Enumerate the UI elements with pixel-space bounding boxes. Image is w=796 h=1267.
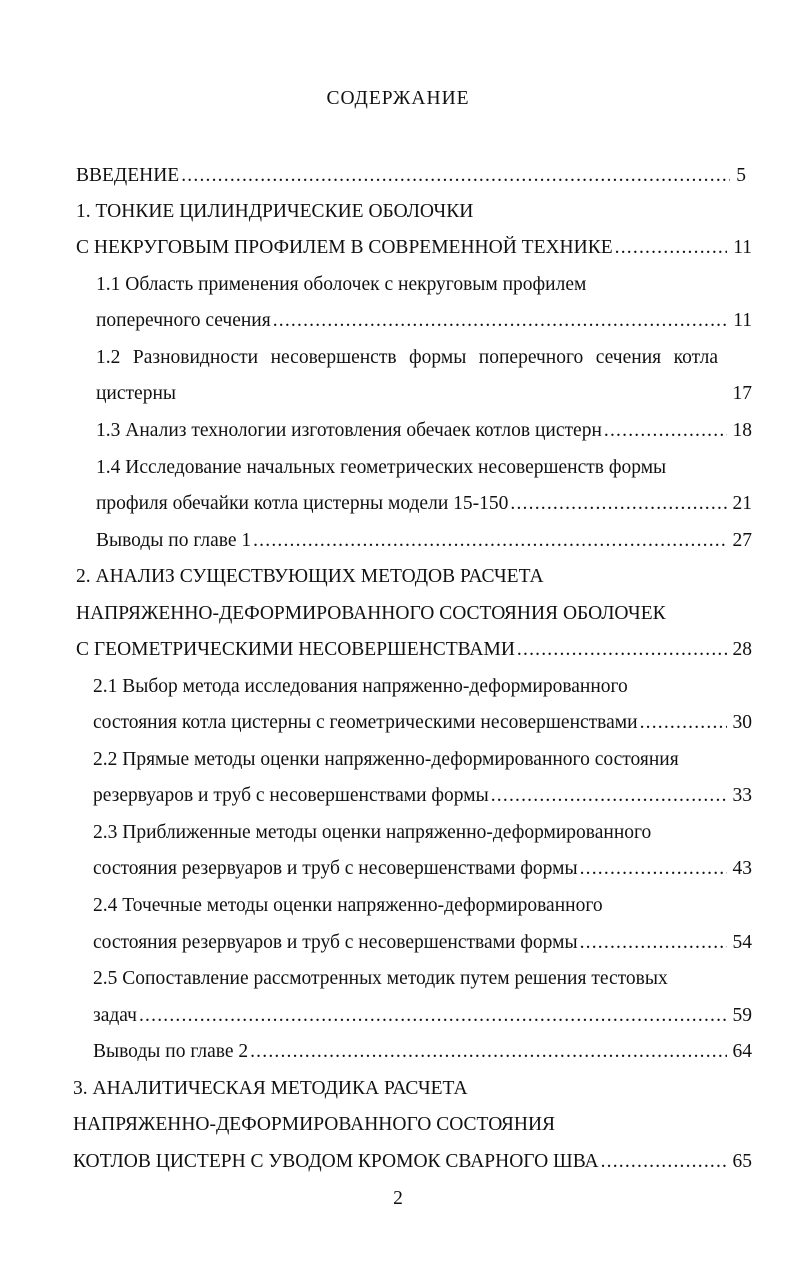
page-title: СОДЕРЖАНИЕ bbox=[326, 88, 470, 109]
toc-entry bbox=[93, 1038, 752, 1066]
toc-page-number: 65 bbox=[732, 1151, 752, 1172]
toc-entry bbox=[96, 271, 746, 299]
toc-entry-text: состояния котла цистерны с геометрическими несовершенствами bbox=[93, 712, 638, 733]
toc-entry bbox=[96, 380, 752, 408]
toc-entry-text: НАПРЯЖЕННО-ДЕФОРМИРОВАННОГО СОСТОЯНИЯ bbox=[73, 1114, 556, 1135]
toc-leader bbox=[273, 307, 728, 335]
toc-entry bbox=[93, 709, 752, 737]
toc-page-number: 5 bbox=[736, 165, 746, 186]
toc-page-number: 33 bbox=[732, 785, 752, 806]
toc-entry bbox=[93, 965, 743, 993]
toc-entry-text: 2. АНАЛИЗ СУЩЕСТВУЮЩИХ МЕТОДОВ РАСЧЕТА bbox=[76, 566, 544, 587]
toc-leader bbox=[491, 782, 727, 810]
toc-page-number: 59 bbox=[732, 1005, 752, 1026]
toc-entry-text: 1. ТОНКИЕ ЦИЛИНДРИЧЕСКИЕ ОБОЛОЧКИ bbox=[76, 201, 474, 222]
toc-leader bbox=[580, 855, 727, 883]
toc-leader bbox=[604, 417, 727, 445]
toc-leader bbox=[615, 234, 728, 262]
toc-entry-text: профиля обечайки котла цистерны модели 15-150 bbox=[96, 493, 509, 514]
toc-entry bbox=[73, 1075, 743, 1103]
page-number: 2 bbox=[393, 1188, 403, 1209]
toc-entry bbox=[96, 490, 752, 518]
toc-entry bbox=[93, 855, 752, 883]
toc-entry-text: ВВЕДЕНИЕ bbox=[76, 165, 180, 186]
toc-entry-text: цистерны bbox=[96, 383, 176, 404]
toc-entry bbox=[96, 454, 746, 482]
toc-page-number: 64 bbox=[732, 1041, 752, 1062]
toc-entry-text: состояния резервуаров и труб с несовершенствами формы bbox=[93, 858, 578, 879]
toc-entry-text: 1.3 Анализ технологии изготовления обечаек котлов цистерн bbox=[96, 420, 602, 441]
toc-page-number: 11 bbox=[733, 237, 752, 258]
toc-entry bbox=[93, 819, 743, 847]
toc-entry-text: задач bbox=[93, 1005, 137, 1026]
toc-page-number: 11 bbox=[733, 310, 752, 331]
toc-entry-text: НАПРЯЖЕННО-ДЕФОРМИРОВАННОГО СОСТОЯНИЯ ОБОЛОЧЕК bbox=[76, 603, 666, 624]
toc-entry-text: 1.1 Область применения оболочек с некруговым профилем bbox=[96, 274, 587, 295]
toc-entry-text: Выводы по главе 2 bbox=[93, 1041, 249, 1062]
toc-leader bbox=[253, 527, 726, 555]
toc-leader bbox=[250, 1038, 726, 1066]
toc-entry bbox=[76, 600, 746, 628]
toc-entry-text: 1.4 Исследование начальных геометрических несовершенств формы bbox=[96, 457, 667, 478]
toc-entry-text: С ГЕОМЕТРИЧЕСКИМИ НЕСОВЕРШЕНСТВАМИ bbox=[76, 639, 515, 660]
toc-entry bbox=[93, 892, 743, 920]
toc-entry-text: 1.2 Разновидности несовершенств формы поперечного сечения котла bbox=[96, 347, 718, 368]
toc-leader bbox=[601, 1148, 727, 1176]
toc-leader bbox=[517, 636, 727, 664]
toc-entry bbox=[96, 307, 752, 335]
toc-entry bbox=[93, 673, 743, 701]
toc-entry bbox=[93, 929, 752, 957]
toc-leader bbox=[640, 709, 727, 737]
toc-entry bbox=[76, 234, 752, 262]
toc-entry-text: состояния резервуаров и труб с несовершенствами формы bbox=[93, 932, 578, 953]
toc-entry bbox=[76, 162, 746, 190]
toc-entry bbox=[96, 527, 752, 555]
toc-entry bbox=[73, 1111, 743, 1139]
toc-leader bbox=[580, 929, 727, 957]
toc-entry bbox=[73, 1148, 752, 1176]
toc-entry-text: 2.4 Точечные методы оценки напряженно-деформированного bbox=[93, 895, 603, 916]
toc-page-number: 18 bbox=[732, 420, 752, 441]
toc-leader bbox=[139, 1002, 727, 1030]
toc-page-number: 17 bbox=[732, 383, 752, 404]
toc-entry-text: поперечного сечения bbox=[96, 310, 271, 331]
toc-page-number: 27 bbox=[732, 530, 752, 551]
toc-entry bbox=[93, 782, 752, 810]
toc-entry-text: 2.5 Сопоставление рассмотренных методик путем решения тестовых bbox=[93, 968, 668, 989]
toc-page-number: 21 bbox=[732, 493, 752, 514]
toc-page-number: 43 bbox=[732, 858, 752, 879]
toc-entry-text: КОТЛОВ ЦИСТЕРН С УВОДОМ КРОМОК СВАРНОГО ШВА bbox=[73, 1151, 599, 1172]
toc-entry bbox=[93, 746, 743, 774]
toc-entry-text: 2.1 Выбор метода исследования напряженно-деформированного bbox=[93, 676, 628, 697]
toc-page-number: 54 bbox=[732, 932, 752, 953]
toc-entry-text: 3. АНАЛИТИЧЕСКАЯ МЕТОДИКА РАСЧЕТА bbox=[73, 1078, 468, 1099]
toc-entry-text: С НЕКРУГОВЫМ ПРОФИЛЕМ В СОВРЕМЕННОЙ ТЕХНИКЕ bbox=[76, 237, 613, 258]
toc-entry bbox=[96, 344, 718, 372]
toc-page-number: 30 bbox=[732, 712, 752, 733]
toc-entry-text: 2.2 Прямые методы оценки напряженно-деформированного состояния bbox=[93, 749, 679, 770]
toc-entry bbox=[93, 1002, 752, 1030]
toc-entry bbox=[76, 198, 746, 226]
toc-entry bbox=[96, 417, 752, 445]
toc-page-number: 28 bbox=[732, 639, 752, 660]
toc-leader bbox=[181, 162, 730, 190]
toc-entry bbox=[76, 563, 746, 591]
toc-entry-text: Выводы по главе 1 bbox=[96, 530, 252, 551]
toc-leader bbox=[510, 490, 726, 518]
toc-entry bbox=[76, 636, 752, 664]
toc-entry-text: резервуаров и труб с несовершенствами формы bbox=[93, 785, 489, 806]
toc-entry-text: 2.3 Приближенные методы оценки напряженно-деформированного bbox=[93, 822, 652, 843]
